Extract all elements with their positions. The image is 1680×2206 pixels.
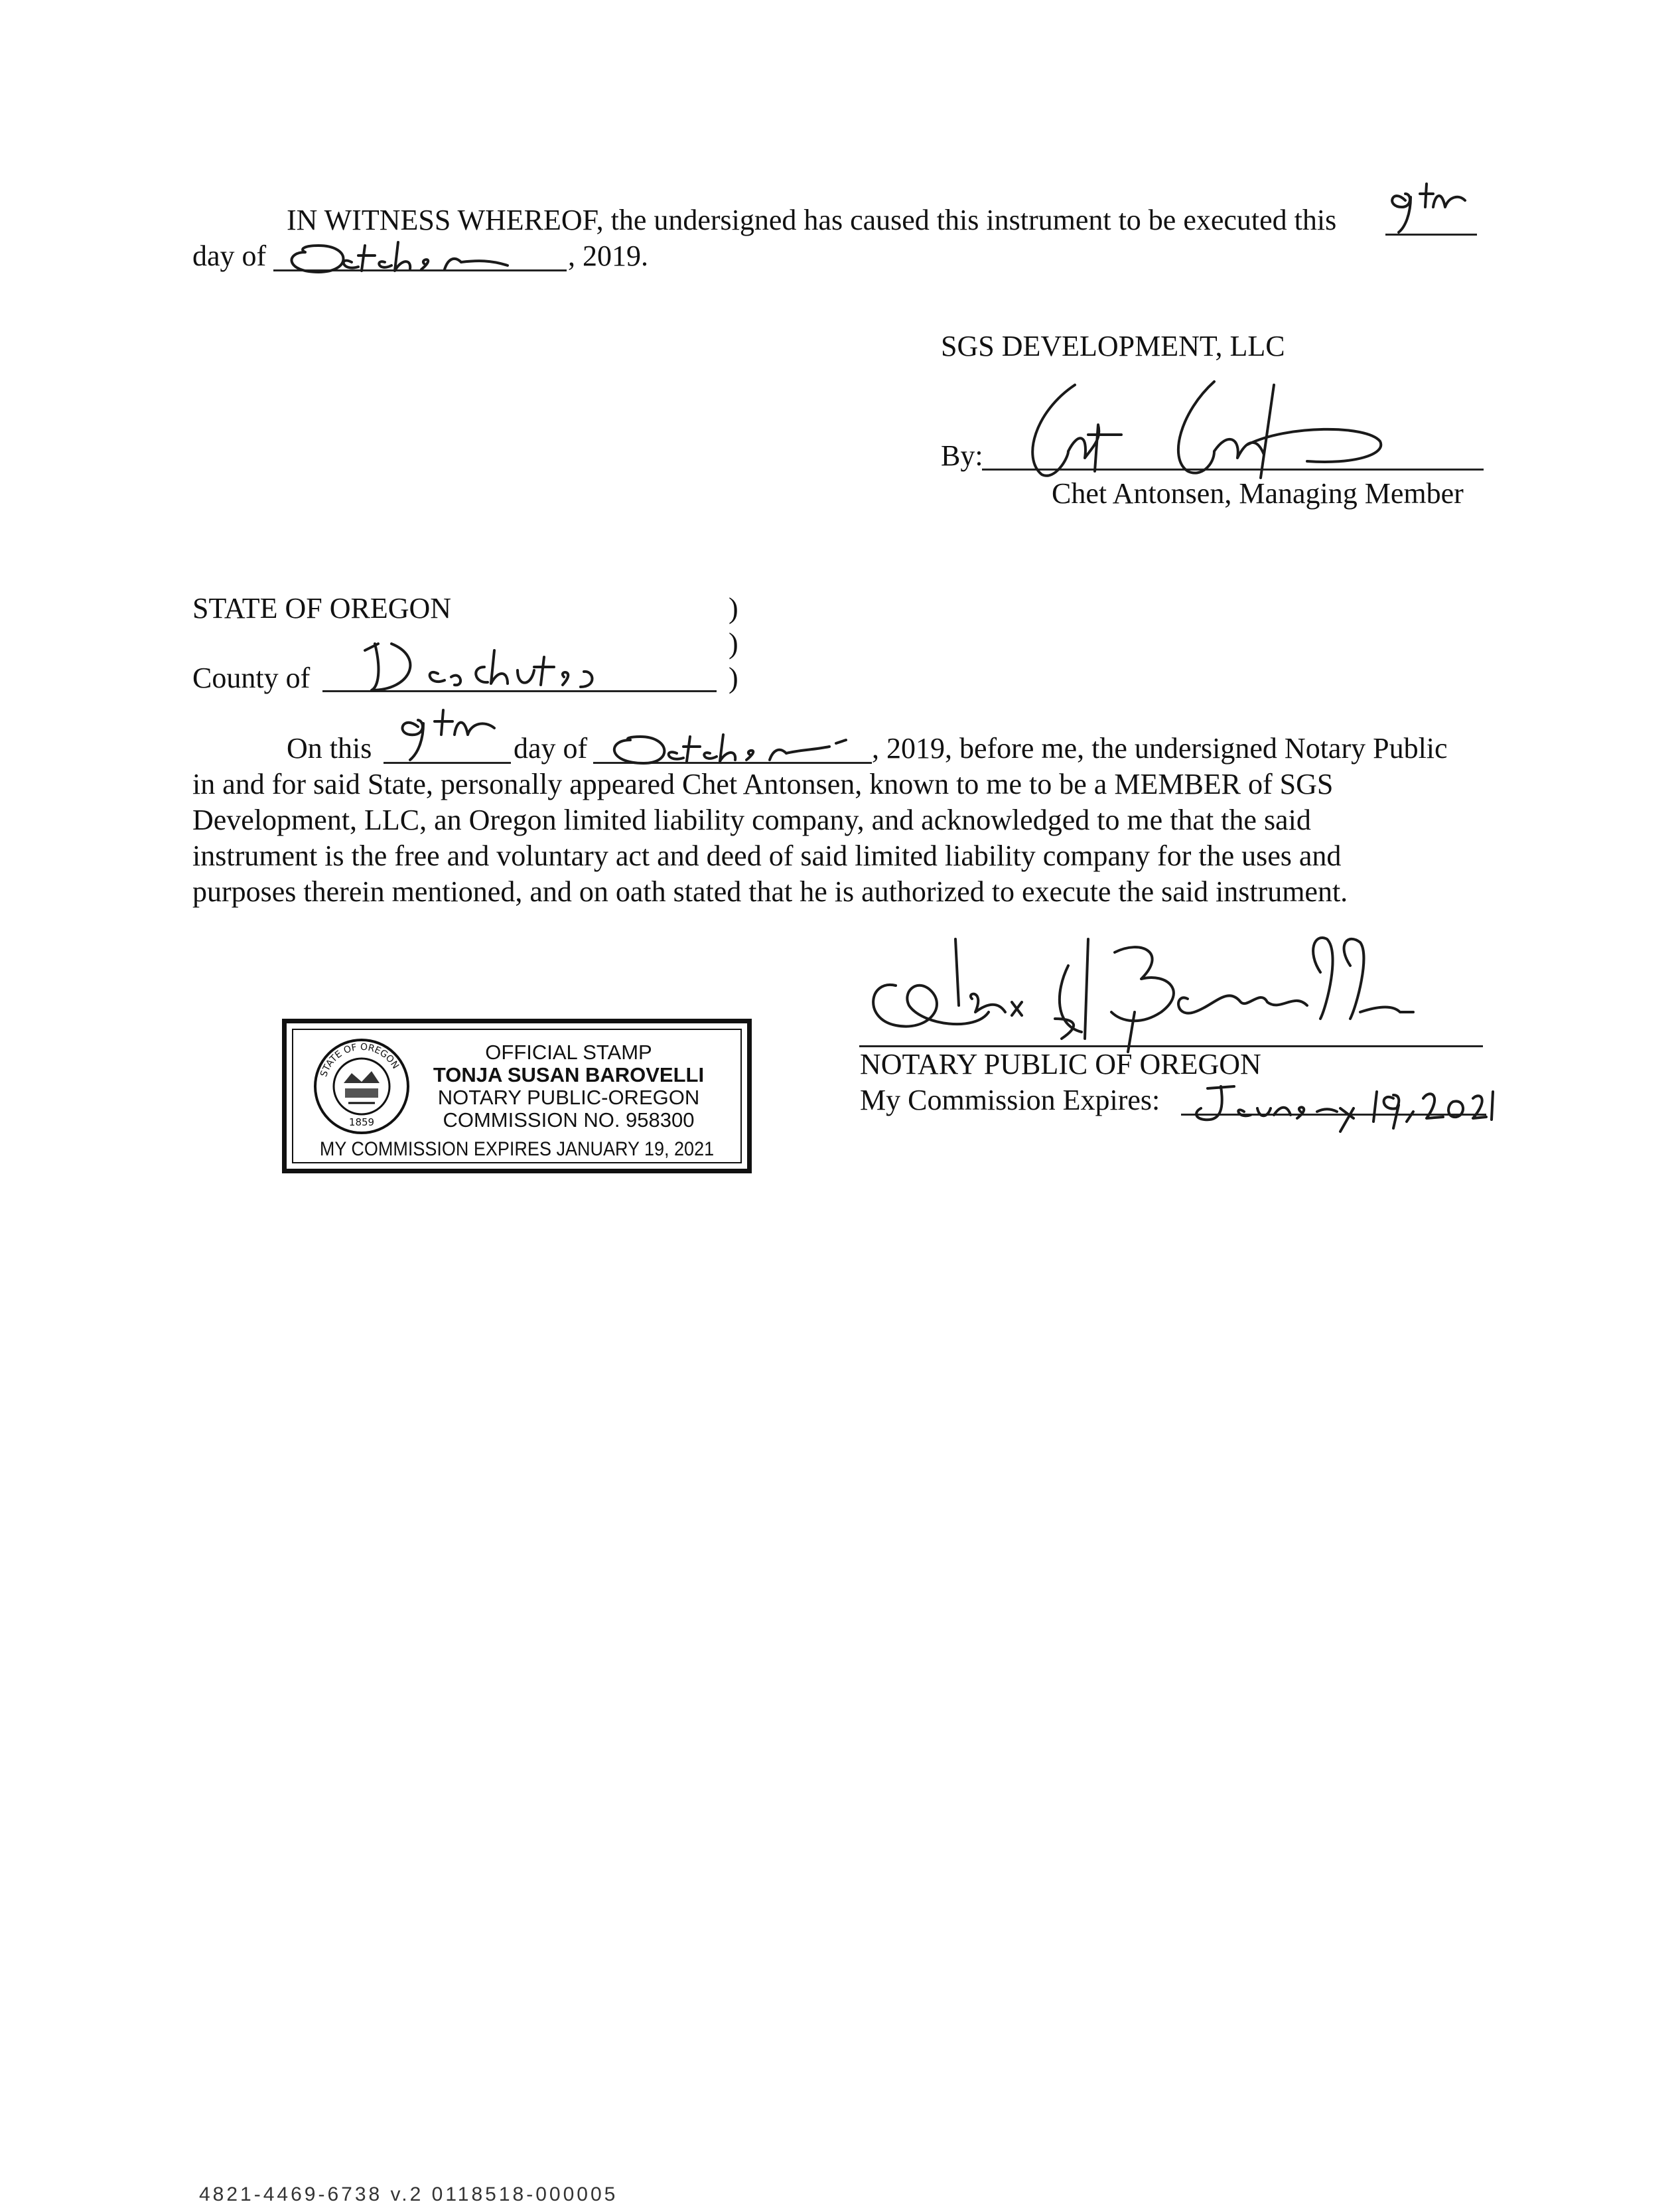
venue-paren-2: ) bbox=[729, 627, 738, 660]
witness-clause: IN WITNESS WHEREOF, the undersigned has caused this instrument to be executed this bbox=[287, 204, 1337, 236]
stamp-commission-number: COMMISSION NO. 958300 bbox=[443, 1108, 695, 1132]
ack-month-handwriting bbox=[600, 720, 866, 770]
venue-paren-1: ) bbox=[729, 592, 738, 625]
commission-label: My Commission Expires: bbox=[860, 1084, 1160, 1116]
ack-line1-rest: , 2019, before me, the undersigned Notary Public bbox=[872, 732, 1448, 765]
signer-signature bbox=[995, 372, 1420, 484]
stamp-expiration: MY COMMISSION EXPIRES JANUARY 19, 2021 bbox=[319, 1138, 715, 1160]
seal-top-text: STATE OF OREGON bbox=[318, 1041, 401, 1078]
by-label: By: bbox=[941, 439, 983, 472]
official-notary-stamp bbox=[282, 1019, 752, 1173]
ack-day-of: day of bbox=[514, 732, 588, 765]
signer-caption: Chet Antonsen, Managing Member bbox=[1052, 477, 1464, 510]
oregon-state-seal-icon bbox=[312, 1037, 411, 1136]
witness-month-handwriting bbox=[279, 226, 557, 279]
company-name: SGS DEVELOPMENT, LLC bbox=[941, 330, 1285, 362]
notary-title: NOTARY PUBLIC OF OREGON bbox=[860, 1048, 1261, 1080]
ack-line3: Development, LLC, an Oregon limited liability company, and acknowledged to me that the said bbox=[192, 804, 1311, 836]
notary-signature bbox=[856, 926, 1440, 1065]
county-handwriting bbox=[352, 630, 630, 697]
stamp-heading: OFFICIAL STAMP bbox=[485, 1041, 652, 1064]
stamp-notary-public: NOTARY PUBLIC-OREGON bbox=[437, 1086, 700, 1109]
ack-day-handwriting bbox=[391, 707, 504, 767]
county-label: County of bbox=[192, 662, 311, 694]
seal-year: 1859 bbox=[348, 1116, 375, 1128]
document-number: 4821-4469-6738 v.2 0118518-000005 bbox=[199, 2183, 618, 2205]
ack-on-this: On this bbox=[287, 732, 372, 765]
notary-signature-line bbox=[859, 1045, 1483, 1047]
witness-year: , 2019. bbox=[568, 240, 648, 272]
stamp-notary-name: TONJA SUSAN BAROVELLI bbox=[433, 1063, 705, 1086]
ack-line4: instrument is the free and voluntary act and deed of said limited liability company for the uses and bbox=[192, 840, 1342, 872]
commission-handwriting bbox=[1181, 1078, 1486, 1138]
witness-day-of: day of bbox=[192, 240, 267, 272]
ack-line5: purposes therein mentioned, and on oath stated that he is authorized to execute the said instrument. bbox=[192, 875, 1348, 908]
ack-line2: in and for said State, personally appeared Chet Antonsen, known to me to be a MEMBER of SGS bbox=[192, 768, 1334, 800]
venue-paren-3: ) bbox=[729, 662, 738, 694]
witness-day-handwriting bbox=[1385, 181, 1478, 240]
state-heading: STATE OF OREGON bbox=[192, 592, 452, 625]
